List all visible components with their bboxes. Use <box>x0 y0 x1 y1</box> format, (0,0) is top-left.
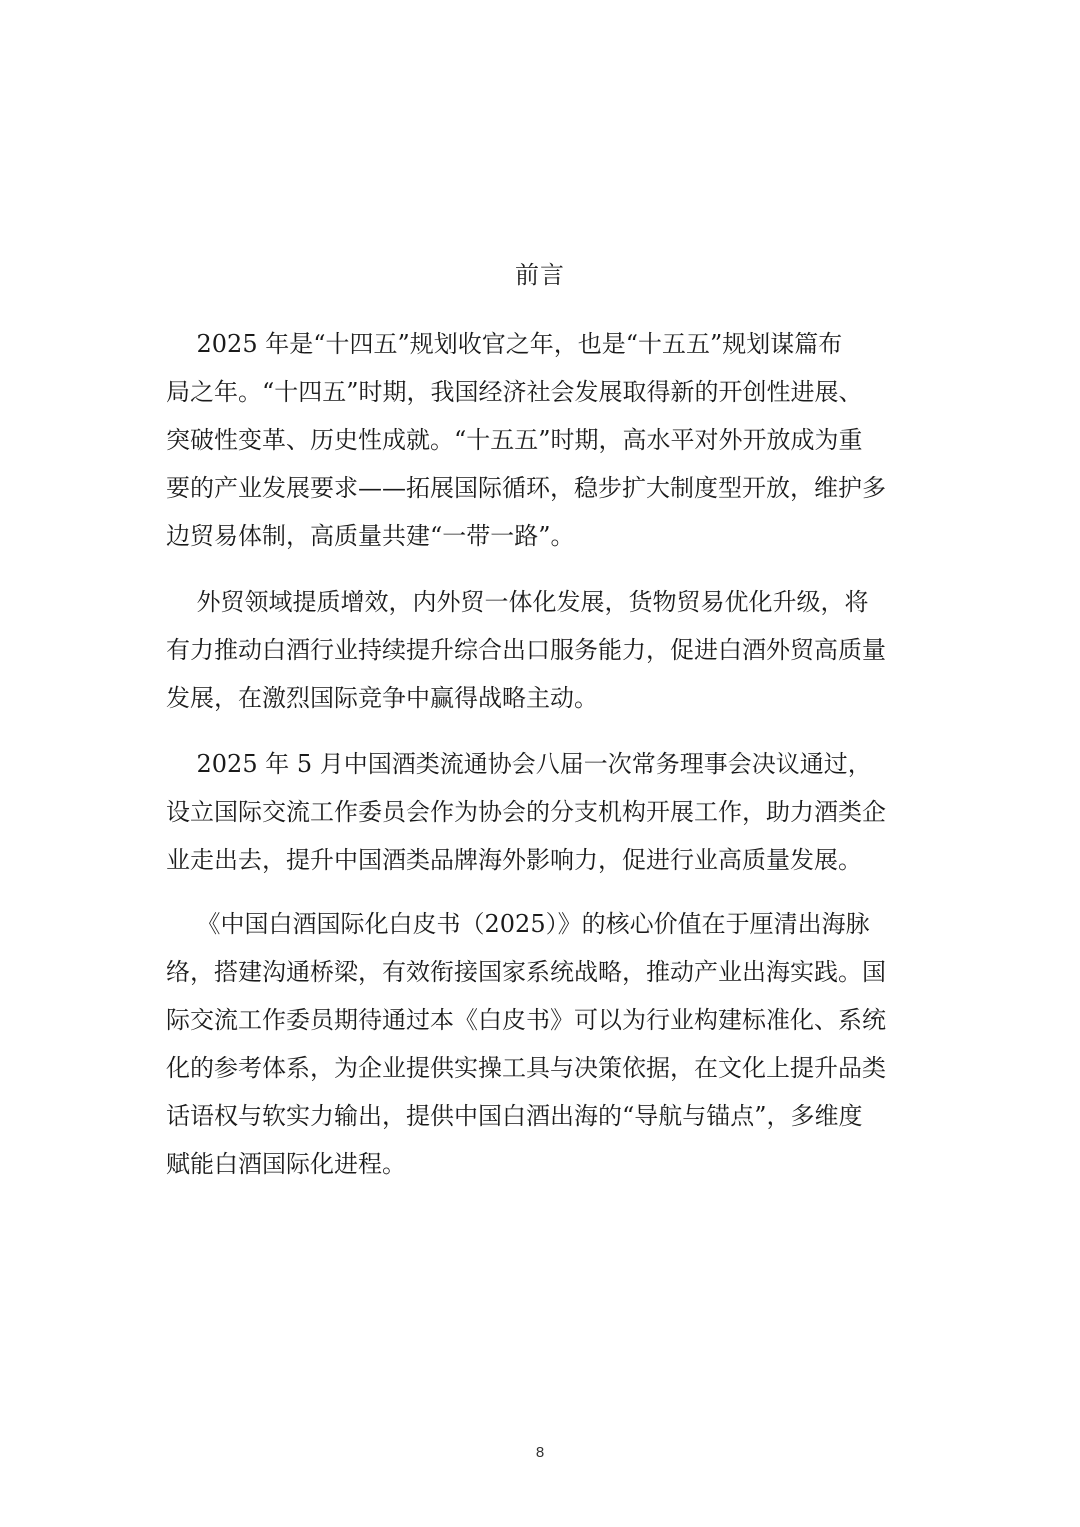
paragraph-line: 发展，在激烈国际竞争中赢得战略主动。 <box>166 684 598 712</box>
paragraph-line: 要的产业发展要求——拓展国际循环，稳步扩大制度型开放，维护多 <box>166 474 886 502</box>
page-number: 8 <box>535 1444 545 1461</box>
paragraph-line: 2025 年 5 月中国酒类流通协会八届一次常务理事会决议通过， <box>166 750 872 778</box>
paragraph-line: 突破性变革、历史性成就。“十五五”时期，高水平对外开放成为重 <box>166 426 863 454</box>
paragraph-4 <box>166 900 918 1188</box>
paragraph-line: 话语权与软实力输出，提供中国白酒出海的“导航与锚点”，多维度 <box>166 1102 863 1130</box>
paragraph-line: 设立国际交流工作委员会作为协会的分支机构开展工作，助力酒类企 <box>166 798 886 826</box>
paragraph-line: 局之年。“十四五”时期，我国经济社会发展取得新的开创性进展、 <box>166 378 863 406</box>
paragraph-line: 化的参考体系，为企业提供实操工具与决策依据，在文化上提升品类 <box>166 1054 886 1082</box>
paragraph-1 <box>166 320 918 560</box>
paragraph-line: 外贸领域提质增效，内外贸一体化发展，货物贸易优化升级，将 <box>166 588 869 616</box>
paragraph-line: 络，搭建沟通桥梁，有效衔接国家系统战略，推动产业出海实践。国 <box>166 958 886 986</box>
paragraph-line: 赋能白酒国际化进程。 <box>166 1150 406 1178</box>
paragraph-line: 际交流工作委员期待通过本《白皮书》可以为行业构建标准化、系统 <box>166 1006 886 1034</box>
paragraph-2 <box>166 578 918 722</box>
paragraph-line: 业走出去，提升中国酒类品牌海外影响力，促进行业高质量发展。 <box>166 846 862 874</box>
paragraph-line: 有力推动白酒行业持续提升综合出口服务能力，促进白酒外贸高质量 <box>166 636 886 664</box>
paragraph-3 <box>166 740 918 884</box>
paragraph-line: 《中国白酒国际化白皮书（2025）》的核心价值在于厘清出海脉 <box>166 910 870 938</box>
paragraph-line: 边贸易体制，高质量共建“一带一路”。 <box>166 522 575 550</box>
paragraph-line: 2025 年是“十四五”规划收官之年，也是“十五五”规划谋篇布 <box>166 330 843 358</box>
page-title: 前言 <box>515 261 565 289</box>
